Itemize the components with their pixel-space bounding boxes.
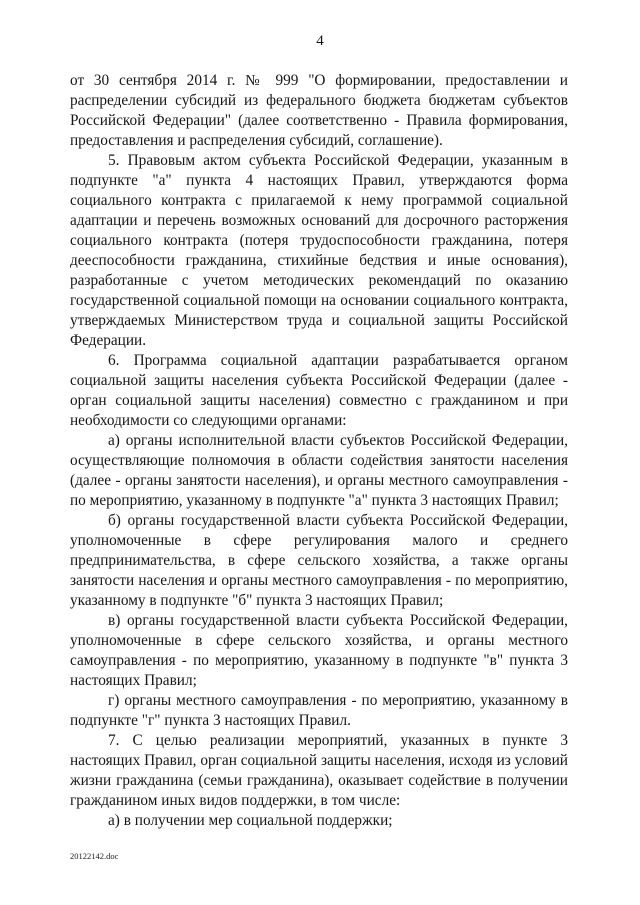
paragraph-item-6v: в) органы государственной власти субъекта Российской Федерации, уполномоченные в сфере сельского хозяйства, и органы местного самоуправления - по мероприятию, указанному в подпункте "в" пункта 3 настоящих Правил; bbox=[70, 612, 568, 689]
document-body bbox=[70, 71, 568, 831]
paragraph-item-6b: б) органы государственной власти субъекта Российской Федерации, уполномоченные в сфере регулирования малого и среднего предпринимательства, в сфере сельского хозяйства, а также органы занятости населения и органы местного самоуправления - по мероприятию, указанному в подпункте "б" пункта 3 настоящих Правил; bbox=[70, 512, 568, 609]
paragraph-item-6g: г) органы местного самоуправления - по мероприятию, указанному в подпункте "г" пункта 3 настоящих Правил. bbox=[70, 692, 568, 729]
paragraph-item-7a: а) в получении мер социальной поддержки; bbox=[108, 812, 393, 829]
paragraph-continuation: от 30 сентября 2014 г. № 999 "О формировании, предоставлении и распределении субсидий из федерального бюджета бюджетам субъектов Российской Федерации" (далее соответственно - Правила формирования, предоставления и распределения субсидий, соглашение). bbox=[70, 72, 568, 149]
paragraph-item-6: 6. Программа социальной адаптации разрабатывается органом социальной защиты населения субъекта Российской Федерации (далее - орган социальной защиты населения) совместно с гражданином и при необходимости со следующими органами: bbox=[70, 352, 568, 429]
paragraph-item-5: 5. Правовым актом субъекта Российской Федерации, указанным в подпункте "а" пункта 4 настоящих Правил, утверждаются форма социального контракта с прилагаемой к нему программой социальной адаптации и перечень возможных оснований для досрочного расторжения социального контракта (потеря трудоспособности гражданина, потеря дееспособности гражданина, стихийные бедствия и иные основания), разработанные с учетом методических рекомендаций по оказанию государственной социальной помощи на основании социального контракта, утверждаемых Министерством труда и социальной защиты Российской Федерации. bbox=[70, 152, 568, 349]
footer-filename: 20122142.doc bbox=[70, 851, 119, 861]
page-number: 4 bbox=[316, 33, 324, 49]
paragraph-item-7: 7. С целью реализации мероприятий, указанных в пункте 3 настоящих Правил, орган социальной защиты населения, исходя из условий жизни гражданина (семьи гражданина), оказывает содействие в получении гражданином иных видов поддержки, в том числе: bbox=[70, 732, 568, 809]
paragraph-item-6a: а) органы исполнительной власти субъектов Российской Федерации, осуществляющие полномочия в области содействия занятости населения (далее - органы занятости населения), и органы местного самоуправления - по мероприятию, указанному в подпункте "а" пункта 3 настоящих Правил; bbox=[70, 432, 568, 509]
